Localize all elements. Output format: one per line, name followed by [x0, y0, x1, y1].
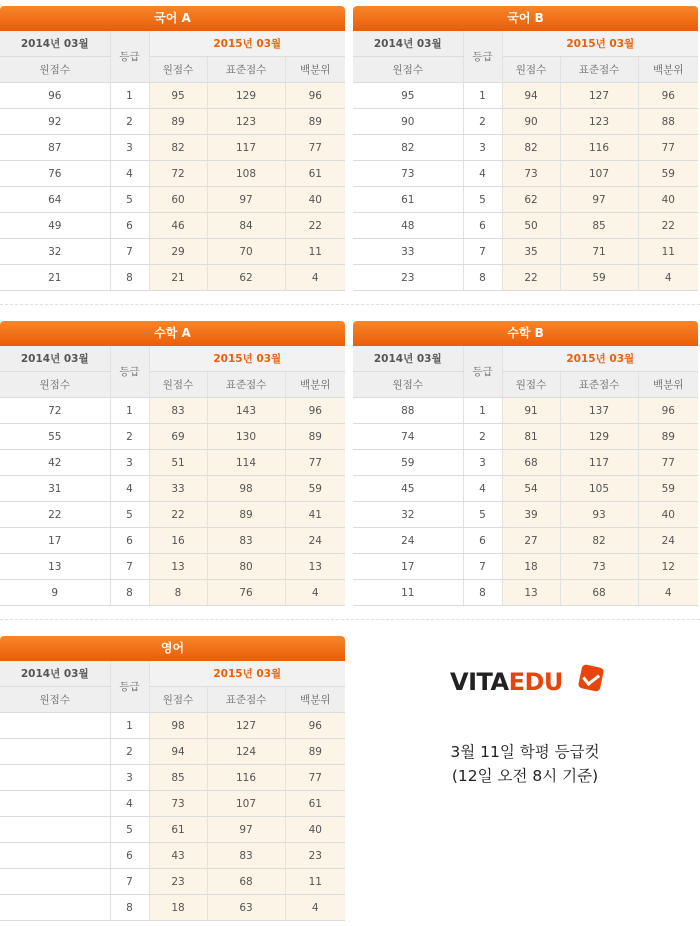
- cell-raw-2014: 76: [0, 161, 110, 187]
- cell-standard: 130: [207, 424, 285, 450]
- grade-table-korean-b: [353, 6, 698, 291]
- cell-raw-2014: 61: [353, 187, 463, 213]
- cell-standard: 98: [207, 476, 285, 502]
- cell-grade: 2: [110, 739, 149, 765]
- cell-raw-2015: 23: [149, 869, 207, 895]
- table-row: [0, 554, 345, 580]
- cell-grade: 4: [110, 476, 149, 502]
- cell-standard: 80: [207, 554, 285, 580]
- cell-percentile: 59: [638, 161, 698, 187]
- cell-grade: 4: [110, 161, 149, 187]
- logo-text: [450, 668, 563, 696]
- table-title: 수학 B: [353, 321, 698, 346]
- cell-raw-2015: 94: [502, 83, 560, 109]
- cell-standard: 83: [207, 843, 285, 869]
- cell-percentile: 11: [285, 869, 345, 895]
- table-title: 국어 B: [353, 6, 698, 31]
- cell-percentile: 59: [638, 476, 698, 502]
- cell-percentile: 4: [638, 265, 698, 291]
- cell-raw-2014: 17: [353, 554, 463, 580]
- header-percentile: 백분위: [285, 687, 345, 713]
- cell-percentile: 11: [285, 239, 345, 265]
- cell-raw-2015: 18: [149, 895, 207, 921]
- cell-raw-2015: 73: [149, 791, 207, 817]
- cell-grade: 2: [110, 424, 149, 450]
- table-row: [0, 161, 345, 187]
- caption-title: 3월 11일 학평 등급컷: [450, 743, 600, 761]
- cell-percentile: 59: [285, 476, 345, 502]
- cell-raw-2014: [0, 817, 110, 843]
- cell-percentile: 88: [638, 109, 698, 135]
- cell-grade: 3: [110, 450, 149, 476]
- table-row: [0, 713, 345, 739]
- cell-percentile: 4: [638, 580, 698, 606]
- header-2015: 2015년 03월: [149, 661, 345, 687]
- cell-grade: 1: [110, 398, 149, 424]
- cell-standard: 117: [207, 135, 285, 161]
- header-standard: 표준점수: [207, 57, 285, 83]
- cell-grade: 6: [110, 528, 149, 554]
- table-row: [0, 502, 345, 528]
- header-2015: 2015년 03월: [502, 346, 698, 372]
- cell-raw-2014: 48: [353, 213, 463, 239]
- cell-raw-2015: 8: [149, 580, 207, 606]
- table-row: [0, 265, 345, 291]
- cell-raw-2014: [0, 895, 110, 921]
- cell-raw-2014: 24: [353, 528, 463, 554]
- cell-grade: 8: [110, 265, 149, 291]
- cell-raw-2015: 46: [149, 213, 207, 239]
- cell-percentile: 89: [285, 739, 345, 765]
- cell-raw-2015: 33: [149, 476, 207, 502]
- cell-grade: 1: [463, 398, 502, 424]
- cell-percentile: 89: [638, 424, 698, 450]
- cell-grade: 2: [463, 424, 502, 450]
- cell-raw-2014: 64: [0, 187, 110, 213]
- table-row: [0, 580, 345, 606]
- cell-percentile: 77: [638, 450, 698, 476]
- cell-percentile: 4: [285, 580, 345, 606]
- cell-standard: 127: [560, 83, 638, 109]
- cell-percentile: 22: [638, 213, 698, 239]
- grade-table-korean-a: [0, 6, 345, 291]
- cell-percentile: 12: [638, 554, 698, 580]
- cell-raw-2015: 13: [502, 580, 560, 606]
- header-2015: 2015년 03월: [149, 346, 345, 372]
- cell-raw-2015: 82: [149, 135, 207, 161]
- cell-raw-2015: 22: [149, 502, 207, 528]
- table-row: [0, 239, 345, 265]
- cell-standard: 107: [560, 161, 638, 187]
- cell-raw-2015: 83: [149, 398, 207, 424]
- cell-standard: 97: [207, 817, 285, 843]
- cell-raw-2014: 96: [0, 83, 110, 109]
- table-row: [0, 83, 345, 109]
- cell-grade: 3: [463, 135, 502, 161]
- cell-grade: 6: [463, 528, 502, 554]
- cell-raw-2015: 68: [502, 450, 560, 476]
- cell-standard: 63: [207, 895, 285, 921]
- cell-raw-2014: 23: [353, 265, 463, 291]
- cell-raw-2014: 42: [0, 450, 110, 476]
- cell-percentile: 4: [285, 265, 345, 291]
- header-percentile: 백분위: [285, 372, 345, 398]
- table-row: [353, 424, 698, 450]
- cell-raw-2014: 88: [353, 398, 463, 424]
- table-row: [0, 135, 345, 161]
- header-standard: 표준점수: [560, 57, 638, 83]
- header-percentile: 백분위: [638, 372, 698, 398]
- cell-percentile: 89: [285, 424, 345, 450]
- header-2014: 2014년 03월: [353, 346, 463, 372]
- cell-raw-2015: 69: [149, 424, 207, 450]
- table-row: [353, 161, 698, 187]
- cell-raw-2014: 22: [0, 502, 110, 528]
- cell-raw-2015: 82: [502, 135, 560, 161]
- table-row: [353, 528, 698, 554]
- cell-percentile: 13: [285, 554, 345, 580]
- cell-raw-2015: 43: [149, 843, 207, 869]
- cell-standard: 89: [207, 502, 285, 528]
- table-row: [0, 765, 345, 791]
- cell-raw-2014: 59: [353, 450, 463, 476]
- header-raw-2015: 원점수: [502, 372, 560, 398]
- cell-standard: 70: [207, 239, 285, 265]
- cell-standard: 73: [560, 554, 638, 580]
- header-grade: 등급: [463, 31, 502, 83]
- header-grade: 등급: [110, 661, 149, 713]
- cell-raw-2015: 50: [502, 213, 560, 239]
- cell-grade: 2: [463, 109, 502, 135]
- header-raw-2014: 원점수: [353, 57, 463, 83]
- header-raw-2014: 원점수: [0, 57, 110, 83]
- cell-standard: 93: [560, 502, 638, 528]
- header-2014: 2014년 03월: [0, 346, 110, 372]
- cell-percentile: 89: [285, 109, 345, 135]
- cell-grade: 8: [463, 265, 502, 291]
- cell-raw-2015: 72: [149, 161, 207, 187]
- cell-raw-2015: 54: [502, 476, 560, 502]
- cell-raw-2015: 60: [149, 187, 207, 213]
- header-raw-2015: 원점수: [149, 372, 207, 398]
- table-row: [353, 83, 698, 109]
- cell-grade: 8: [110, 580, 149, 606]
- cell-standard: 107: [207, 791, 285, 817]
- cell-raw-2015: 16: [149, 528, 207, 554]
- header-raw-2015: 원점수: [502, 57, 560, 83]
- cell-grade: 5: [110, 187, 149, 213]
- cell-raw-2015: 91: [502, 398, 560, 424]
- cell-raw-2014: 45: [353, 476, 463, 502]
- cell-raw-2014: [0, 713, 110, 739]
- table-row: [0, 213, 345, 239]
- cell-grade: 6: [110, 213, 149, 239]
- cell-grade: 5: [463, 187, 502, 213]
- cell-raw-2015: 89: [149, 109, 207, 135]
- cell-standard: 62: [207, 265, 285, 291]
- header-grade: 등급: [110, 346, 149, 398]
- cell-standard: 116: [207, 765, 285, 791]
- table-row: [0, 791, 345, 817]
- table-row: [0, 528, 345, 554]
- cell-grade: 1: [110, 713, 149, 739]
- logo-vita: VITA: [450, 668, 509, 696]
- table-row: [0, 476, 345, 502]
- header-raw-2015: 원점수: [149, 687, 207, 713]
- cell-grade: 4: [463, 161, 502, 187]
- cell-grade: 8: [110, 895, 149, 921]
- table-row: [353, 109, 698, 135]
- header-2015: 2015년 03월: [149, 31, 345, 57]
- cell-raw-2014: 49: [0, 213, 110, 239]
- cell-raw-2015: 85: [149, 765, 207, 791]
- cell-standard: 97: [560, 187, 638, 213]
- cell-raw-2014: 74: [353, 424, 463, 450]
- cell-raw-2014: 32: [0, 239, 110, 265]
- header-standard: 표준점수: [207, 687, 285, 713]
- cell-standard: 129: [560, 424, 638, 450]
- header-2014: 2014년 03월: [353, 31, 463, 57]
- cell-standard: 108: [207, 161, 285, 187]
- cell-grade: 4: [463, 476, 502, 502]
- cell-raw-2015: 27: [502, 528, 560, 554]
- cell-standard: 143: [207, 398, 285, 424]
- cell-standard: 68: [207, 869, 285, 895]
- cell-raw-2015: 98: [149, 713, 207, 739]
- cell-raw-2014: 33: [353, 239, 463, 265]
- cell-grade: 5: [110, 502, 149, 528]
- cell-standard: 123: [207, 109, 285, 135]
- cell-standard: 68: [560, 580, 638, 606]
- cell-raw-2014: [0, 765, 110, 791]
- cell-standard: 129: [207, 83, 285, 109]
- score-table: [0, 346, 345, 606]
- cell-standard: 82: [560, 528, 638, 554]
- cell-standard: 116: [560, 135, 638, 161]
- cell-grade: 7: [110, 869, 149, 895]
- cell-raw-2014: 11: [353, 580, 463, 606]
- score-table: [353, 346, 698, 606]
- header-2014: 2014년 03월: [0, 31, 110, 57]
- cell-raw-2015: 22: [502, 265, 560, 291]
- cell-percentile: 61: [285, 791, 345, 817]
- cell-grade: 5: [110, 817, 149, 843]
- cell-standard: 114: [207, 450, 285, 476]
- cell-raw-2014: [0, 739, 110, 765]
- cell-grade: 7: [110, 239, 149, 265]
- table-row: [353, 502, 698, 528]
- header-raw-2015: 원점수: [149, 57, 207, 83]
- cell-raw-2014: 95: [353, 83, 463, 109]
- cell-standard: 85: [560, 213, 638, 239]
- cell-standard: 105: [560, 476, 638, 502]
- cell-raw-2015: 81: [502, 424, 560, 450]
- header-standard: 표준점수: [207, 372, 285, 398]
- header-percentile: 백분위: [285, 57, 345, 83]
- cell-raw-2014: [0, 869, 110, 895]
- cell-percentile: 96: [638, 398, 698, 424]
- cell-standard: 137: [560, 398, 638, 424]
- cell-raw-2015: 35: [502, 239, 560, 265]
- header-2015: 2015년 03월: [502, 31, 698, 57]
- cell-percentile: 22: [285, 213, 345, 239]
- cell-raw-2015: 13: [149, 554, 207, 580]
- cell-raw-2014: 17: [0, 528, 110, 554]
- cell-grade: 6: [110, 843, 149, 869]
- cell-raw-2014: 82: [353, 135, 463, 161]
- grade-table-english: [0, 636, 345, 921]
- section-divider: [0, 304, 700, 305]
- table-row: [353, 580, 698, 606]
- cell-grade: 4: [110, 791, 149, 817]
- cell-percentile: 24: [638, 528, 698, 554]
- table-title: 국어 A: [0, 6, 345, 31]
- vitaedu-logo: [450, 668, 610, 712]
- caption-subtitle: (12일 오전 8시 기준): [451, 767, 599, 785]
- grade-table-math-b: [353, 321, 698, 606]
- cell-standard: 123: [560, 109, 638, 135]
- cell-grade: 2: [110, 109, 149, 135]
- cell-grade: 7: [463, 239, 502, 265]
- cell-raw-2015: 18: [502, 554, 560, 580]
- cell-standard: 117: [560, 450, 638, 476]
- cell-standard: 83: [207, 528, 285, 554]
- table-row: [0, 739, 345, 765]
- header-grade: 등급: [110, 31, 149, 83]
- cell-percentile: 40: [638, 187, 698, 213]
- table-row: [353, 265, 698, 291]
- table-row: [0, 187, 345, 213]
- table-row: [353, 239, 698, 265]
- score-table: [353, 31, 698, 291]
- table-title: 수학 A: [0, 321, 345, 346]
- cell-grade: 3: [463, 450, 502, 476]
- header-raw-2014: 원점수: [0, 372, 110, 398]
- cell-percentile: 24: [285, 528, 345, 554]
- cell-raw-2014: 31: [0, 476, 110, 502]
- cell-percentile: 23: [285, 843, 345, 869]
- header-standard: 표준점수: [560, 372, 638, 398]
- cell-percentile: 96: [638, 83, 698, 109]
- cell-raw-2014: [0, 791, 110, 817]
- cell-raw-2015: 73: [502, 161, 560, 187]
- cell-grade: 1: [463, 83, 502, 109]
- table-row: [0, 398, 345, 424]
- score-table: [0, 31, 345, 291]
- header-grade: 등급: [463, 346, 502, 398]
- table-row: [353, 398, 698, 424]
- cell-standard: 127: [207, 713, 285, 739]
- cell-raw-2015: 90: [502, 109, 560, 135]
- cell-grade: 6: [463, 213, 502, 239]
- header-percentile: 백분위: [638, 57, 698, 83]
- cell-grade: 3: [110, 765, 149, 791]
- cell-raw-2014: 90: [353, 109, 463, 135]
- cell-grade: 1: [110, 83, 149, 109]
- cell-raw-2014: 72: [0, 398, 110, 424]
- logo-edu: EDU: [508, 668, 563, 696]
- cell-raw-2015: 51: [149, 450, 207, 476]
- table-row: [0, 109, 345, 135]
- cell-percentile: 40: [285, 817, 345, 843]
- cell-percentile: 40: [638, 502, 698, 528]
- table-row: [353, 213, 698, 239]
- table-row: [353, 450, 698, 476]
- header-raw-2014: 원점수: [353, 372, 463, 398]
- table-row: [0, 843, 345, 869]
- cell-raw-2014: 73: [353, 161, 463, 187]
- cell-grade: 8: [463, 580, 502, 606]
- cell-percentile: 77: [285, 765, 345, 791]
- table-row: [0, 869, 345, 895]
- cell-raw-2015: 95: [149, 83, 207, 109]
- cell-percentile: 61: [285, 161, 345, 187]
- cell-percentile: 11: [638, 239, 698, 265]
- cell-raw-2014: 21: [0, 265, 110, 291]
- cell-grade: 3: [110, 135, 149, 161]
- table-row: [0, 895, 345, 921]
- cell-grade: 7: [110, 554, 149, 580]
- cell-percentile: 40: [285, 187, 345, 213]
- cell-standard: 124: [207, 739, 285, 765]
- table-row: [353, 135, 698, 161]
- cell-percentile: 96: [285, 83, 345, 109]
- cell-percentile: 77: [285, 450, 345, 476]
- cell-raw-2014: 55: [0, 424, 110, 450]
- cell-standard: 71: [560, 239, 638, 265]
- cell-raw-2014: 92: [0, 109, 110, 135]
- cell-percentile: 4: [285, 895, 345, 921]
- cell-standard: 84: [207, 213, 285, 239]
- table-row: [0, 424, 345, 450]
- section-divider: [0, 619, 700, 620]
- cell-raw-2014: 9: [0, 580, 110, 606]
- cell-raw-2015: 39: [502, 502, 560, 528]
- cell-percentile: 96: [285, 713, 345, 739]
- cell-standard: 59: [560, 265, 638, 291]
- table-title: 영어: [0, 636, 345, 661]
- score-table: [0, 661, 345, 921]
- cell-percentile: 96: [285, 398, 345, 424]
- cell-standard: 76: [207, 580, 285, 606]
- cell-raw-2014: 87: [0, 135, 110, 161]
- cell-raw-2014: 32: [353, 502, 463, 528]
- table-row: [0, 450, 345, 476]
- table-row: [353, 476, 698, 502]
- header-raw-2014: 원점수: [0, 687, 110, 713]
- cell-standard: 97: [207, 187, 285, 213]
- table-row: [0, 817, 345, 843]
- cell-percentile: 77: [285, 135, 345, 161]
- cell-grade: 7: [463, 554, 502, 580]
- cell-raw-2015: 94: [149, 739, 207, 765]
- checkmark-icon: [578, 664, 605, 692]
- cell-grade: 5: [463, 502, 502, 528]
- cell-raw-2014: 13: [0, 554, 110, 580]
- table-row: [353, 187, 698, 213]
- cell-raw-2015: 62: [502, 187, 560, 213]
- grade-table-math-a: [0, 321, 345, 606]
- header-2014: 2014년 03월: [0, 661, 110, 687]
- cell-raw-2014: [0, 843, 110, 869]
- cell-raw-2015: 61: [149, 817, 207, 843]
- table-row: [353, 554, 698, 580]
- cell-percentile: 41: [285, 502, 345, 528]
- cell-raw-2015: 21: [149, 265, 207, 291]
- cell-percentile: 77: [638, 135, 698, 161]
- cell-raw-2015: 29: [149, 239, 207, 265]
